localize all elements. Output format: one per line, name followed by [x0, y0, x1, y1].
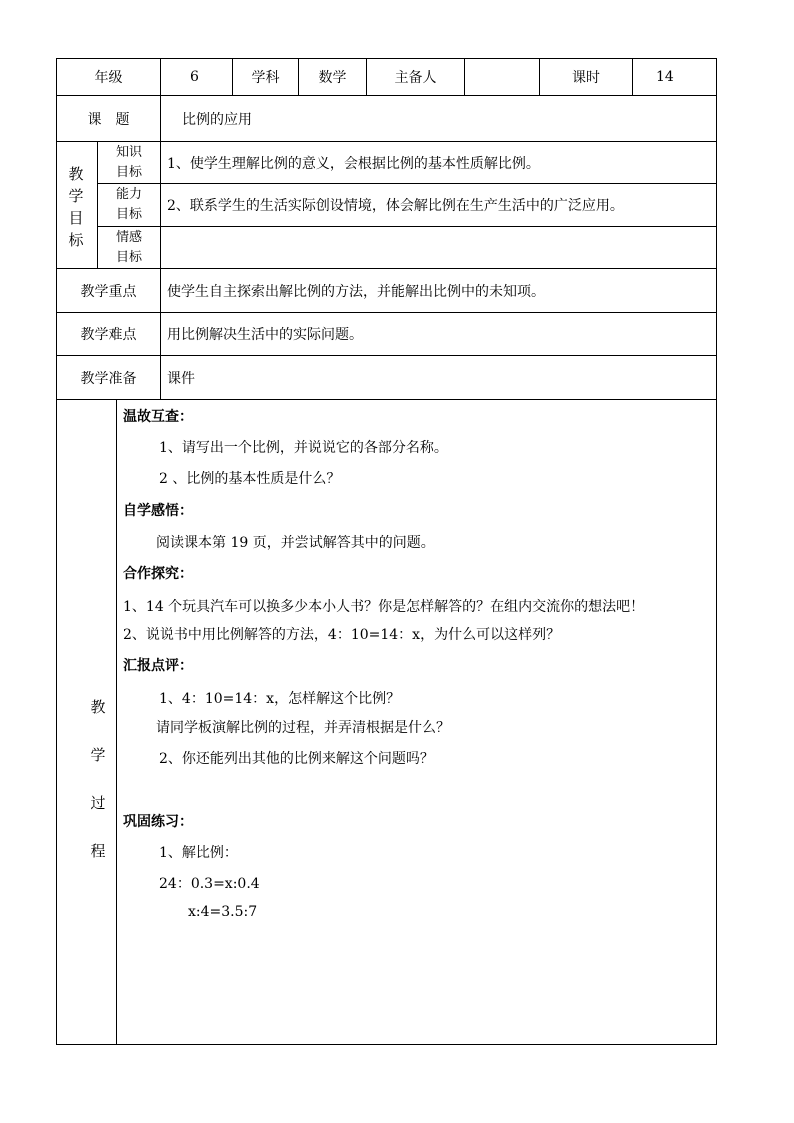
ability-sublabel-line1: 能力	[115, 187, 142, 202]
objectives-label-char: 标	[68, 231, 84, 249]
process-label-char: 程	[90, 842, 106, 860]
objectives-label-char: 学	[68, 187, 84, 205]
practice-heading: 巩固练习：	[123, 814, 193, 830]
knowledge-sublabel-line2: 目标	[115, 165, 142, 180]
ability-objective-text: 2、联系学生的生活实际创设情境，体会解比例在生产生活中的广泛应用。	[167, 198, 624, 214]
emotion-sublabel-line1: 情感	[115, 230, 142, 245]
emotion-objective-text	[167, 227, 707, 268]
practice-item-1: 1、解比例：	[159, 845, 238, 861]
cooperate-heading: 合作探究：	[123, 566, 193, 582]
preparer-label: 主备人	[394, 70, 437, 86]
subject-label: 学科	[251, 70, 280, 86]
objectives-label-char: 目	[68, 209, 84, 227]
col-line	[632, 58, 633, 95]
col-line	[160, 95, 161, 141]
col-line	[160, 268, 161, 399]
topic-value: 比例的应用	[182, 111, 252, 128]
grade-value: 6	[190, 69, 199, 85]
report-heading: 汇报点评：	[123, 658, 193, 674]
col-line	[160, 58, 161, 95]
table-border-left	[56, 58, 57, 1045]
process-label-char: 过	[90, 794, 106, 812]
review-item-1: 1、请写出一个比例，并说说它的各部分名称。	[159, 440, 448, 456]
knowledge-sublabel	[98, 143, 160, 183]
report-item-2: 请同学板演解比例的过程，并弄清根据是什么？	[156, 720, 450, 736]
knowledge-objective-text: 1、使学生理解比例的意义，会根据比例的基本性质解比例。	[167, 155, 540, 172]
period-value: 14	[656, 69, 674, 85]
ability-sublabel-line2: 目标	[115, 207, 142, 222]
emotion-sublabel	[98, 228, 160, 268]
col-line	[116, 399, 117, 1044]
cooperate-item-1: 1、14 个玩具汽车可以换多少本小人书？你是怎样解答的？在组内交流你的想法吧！	[123, 599, 645, 615]
ability-sublabel	[98, 185, 160, 225]
report-item-1: 1、4：10=14：x，怎样解这个比例？	[159, 691, 401, 707]
preparation-label: 教学准备	[80, 370, 137, 387]
emotion-sublabel-line2: 目标	[115, 250, 142, 265]
review-heading: 温故互查：	[123, 409, 193, 425]
self-study-heading: 自学感悟：	[123, 503, 193, 519]
col-line	[160, 141, 161, 268]
row-line	[56, 399, 717, 400]
self-study-text: 阅读课本第 19 页，并尝试解答其中的问题。	[156, 535, 435, 551]
topic-label: 课 题	[87, 111, 130, 128]
practice-equation-2: x:4=3.5:7	[188, 904, 258, 920]
key-points-label: 教学重点	[80, 283, 137, 300]
subject-value: 数学	[318, 70, 347, 86]
knowledge-sublabel-line1: 知识	[115, 145, 142, 160]
preparer-value	[465, 59, 539, 95]
process-label-char: 教	[90, 698, 106, 716]
key-points-text: 使学生自主探索出解比例的方法，并能解出比例中的未知项。	[167, 283, 545, 300]
objectives-label-char: 教	[68, 165, 84, 183]
grade-label: 年级	[94, 70, 123, 86]
report-item-3: 2、你还能列出其他的比例来解这个问题吗？	[159, 751, 434, 767]
practice-equation-1: 24：0.3=x:0.4	[159, 876, 260, 892]
table-border-bottom	[56, 1044, 717, 1045]
process-label-char: 学	[90, 746, 106, 764]
preparation-text: 课件	[167, 370, 195, 387]
period-label: 课时	[572, 70, 600, 86]
review-item-2: 2 、比例的基本性质是什么？	[159, 471, 341, 487]
table-border-right	[716, 58, 717, 1045]
cooperate-item-2: 2、说说书中用比例解答的方法，4：10=14：x，为什么可以这样列？	[123, 627, 561, 643]
difficulties-label: 教学难点	[80, 327, 137, 343]
difficulties-text: 用比例解决生活中的实际问题。	[167, 327, 363, 343]
